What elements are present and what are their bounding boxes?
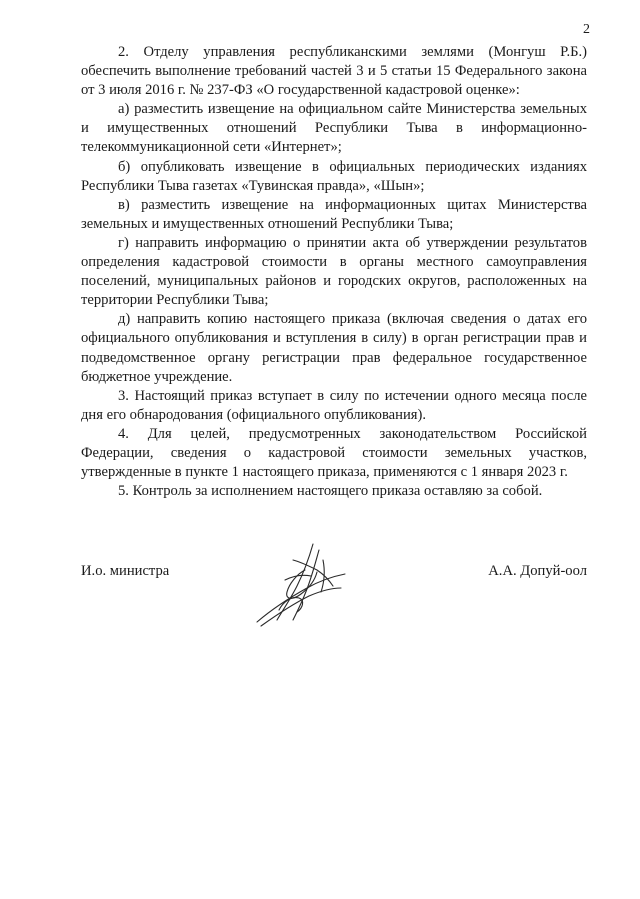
- paragraph-5: 5. Контроль за исполнением настоящего приказа оставляю за собой.: [118, 483, 543, 500]
- document-body: [81, 43, 587, 501]
- paragraph-2-instruction: 2. Отделу управления республиканскими землями (Монгуш Р.Б.) обеспечить выполнение требований частей 3 и 5 статьи 15 Федерального закона от 3 июля 2016 г. № 237-ФЗ «О государственной кадастровой оценке»:: [81, 44, 587, 99]
- paragraph-2g: г) направить информацию о принятии акта об утверждении результатов определения кадастровой стоимости в органы местного самоуправления поселений, муниципальных районов и городских округов, расположенных на территории Республики Тыва;: [81, 234, 587, 309]
- paragraph-4: 4. Для целей, предусмотренных законодательством Российской Федерации, сведения о кадастровой стоимости земельных участков, утвержденные в пункте 1 настоящего приказа, применяются с 1 января 2023 г.: [81, 425, 587, 481]
- paragraph-2d: д) направить копию настоящего приказа (включая сведения о датах его официального опубликования и вступления в силу) в орган регистрации прав и подведомственное органу регистрации прав федеральное государственное бюджетное учреждение.: [81, 311, 587, 385]
- handwritten-signature: [249, 540, 349, 628]
- paragraph-2b: б) опубликовать извещение в официальных периодических изданиях Республики Тыва газетах «Тувинская правда», «Шын»;: [81, 158, 587, 194]
- paragraph-2a: а) разместить извещение на официальном сайте Министерства земельных и имущественных отношений Республики Тыва в информационно-телекоммуникационной сети «Интернет»;: [81, 101, 587, 156]
- position-title: И.о. министра: [81, 563, 170, 579]
- paragraph-3: 3. Настоящий приказ вступает в силу по истечении одного месяца после дня его обнародования (официального опубликования).: [81, 387, 587, 423]
- signer-name: А.А. Допуй-оол: [488, 563, 587, 579]
- paragraph-2v: в) разместить извещение на информационных щитах Министерства земельных и имущественных отношений Республики Тыва;: [81, 196, 587, 232]
- page-number: 2: [583, 22, 590, 37]
- signature-block: [81, 540, 587, 630]
